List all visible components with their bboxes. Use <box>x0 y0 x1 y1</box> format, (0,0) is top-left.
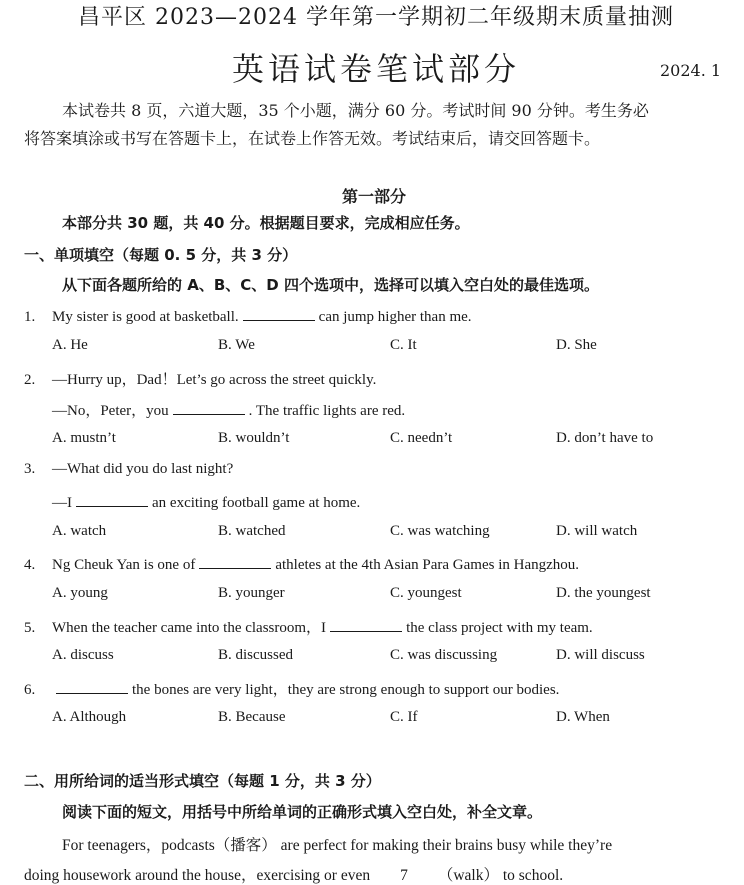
question-1-option-d: D. She <box>556 337 597 353</box>
question-4-option-b: B. younger <box>218 585 285 601</box>
exam-date: 2024. 1 <box>660 61 722 80</box>
question-text: —Hurry up，Dad！Let’s go across the street quickly. <box>52 372 377 388</box>
question-6-option-b: B. Because <box>218 709 286 725</box>
question-3-option-a: A. watch <box>52 523 107 539</box>
question-6-option-a: A. Although <box>52 709 127 725</box>
question-4-option-a: A. young <box>52 585 108 601</box>
question-1-option-c: C. It <box>390 337 417 353</box>
question-6-line-1 <box>24 678 559 699</box>
question-5-option-d: D. will discuss <box>556 647 645 663</box>
question-text-after: . The traffic lights are red. <box>248 403 406 419</box>
question-4-line-1 <box>24 554 579 574</box>
intro-line-2: 将答案填涂或书写在答题卡上，在试卷上作答无效。考试结束后，请交回答题卡。 <box>24 129 601 148</box>
answer-blank <box>330 617 402 632</box>
blank-number: 7 <box>400 867 408 884</box>
question-2-option-b: B. wouldn’t <box>218 430 290 446</box>
section1-heading: 一、单项填空（每题 0. 5 分，共 3 分） <box>24 246 298 264</box>
question-text-before: My sister is good at basketball. <box>52 309 239 325</box>
question-text: —What did you do last night? <box>52 461 234 477</box>
question-2-option-c: C. needn’t <box>390 430 453 446</box>
question-3-line-1 <box>24 461 233 478</box>
question-number: 1. <box>24 309 36 325</box>
question-text-after: athletes at the 4th Asian Para Games in Hangzhou. <box>275 557 580 573</box>
question-text-after: an exciting football game at home. <box>152 495 361 511</box>
question-1-line-1 <box>24 306 472 326</box>
section2-heading: 二、用所给词的适当形式填空（每题 1 分，共 3 分） <box>24 772 381 790</box>
question-4-option-c: C. youngest <box>390 585 462 601</box>
section1-instruction: 从下面各题所给的 A、B、C、D 四个选项中，选择可以填入空白处的最佳选项。 <box>62 276 599 294</box>
question-3-option-b: B. watched <box>218 523 286 539</box>
answer-blank <box>173 400 245 415</box>
question-5-line-1 <box>24 616 593 637</box>
question-2-line-1 <box>24 368 376 389</box>
question-text-after: the class project with my team. <box>406 620 593 636</box>
question-5-option-b: B. discussed <box>218 647 293 663</box>
question-number: 5. <box>24 620 36 636</box>
question-text-before: —No，Peter，you <box>52 403 169 419</box>
part-description: 本部分共 30 题，共 40 分。根据题目要求，完成相应任务。 <box>62 214 470 232</box>
answer-blank <box>243 306 315 321</box>
question-3-line-2 <box>52 492 360 512</box>
paper-title: 英语试卷笔试部分 <box>232 50 521 88</box>
question-text-before: —I <box>52 495 72 511</box>
answer-blank <box>56 679 128 694</box>
question-5-option-c: C. was discussing <box>390 647 498 663</box>
question-3-option-d: D. will watch <box>556 523 638 539</box>
question-5-option-a: A. discuss <box>52 647 114 663</box>
exam-header: 昌平区 2023—2024 学年第一学期初二年级期末质量抽测 <box>78 5 674 30</box>
answer-blank <box>76 492 148 507</box>
question-number: 2. <box>24 372 36 388</box>
question-3-option-c: C. was watching <box>390 523 490 539</box>
question-text-before: When the teacher came into the classroom，I <box>52 620 327 636</box>
question-6-option-d: D. When <box>556 709 610 725</box>
question-number: 4. <box>24 557 36 573</box>
question-2-option-d: D. don’t have to <box>556 430 654 446</box>
answer-blank <box>199 554 271 569</box>
question-1-option-b: B. We <box>218 337 255 353</box>
question-number: 6. <box>24 682 36 698</box>
intro-line-1: 本试卷共 8 页，六道大题，35 个小题，满分 60 分。考试时间 90 分钟。考生务必 <box>62 101 649 120</box>
question-2-line-2 <box>52 399 405 420</box>
section2-instruction: 阅读下面的短文，用括号中所给单词的正确形式填入空白处，补全文章。 <box>62 803 543 821</box>
question-6-option-c: C. If <box>390 709 418 725</box>
passage-line-1: For teenagers，podcasts（播客） are perfect for making their brains busy while they’re <box>62 837 613 854</box>
question-1-option-a: A. He <box>52 337 88 353</box>
question-text-before: Ng Cheuk Yan is one of <box>52 557 196 573</box>
question-2-option-a: A. mustn’t <box>52 430 116 446</box>
passage-line-2 <box>24 863 563 885</box>
question-text-after: can jump higher than me. <box>318 309 472 325</box>
part-title: 第一部分 <box>342 187 407 206</box>
passage-line-2-end: （walk） to school. <box>437 867 564 884</box>
question-text-after: the bones are very light，they are strong enough to support our bodies. <box>132 682 560 698</box>
question-number: 3. <box>24 461 36 477</box>
passage-line-2-start: doing housework around the house，exercising or even <box>24 867 371 884</box>
question-4-option-d: D. the youngest <box>556 585 651 601</box>
